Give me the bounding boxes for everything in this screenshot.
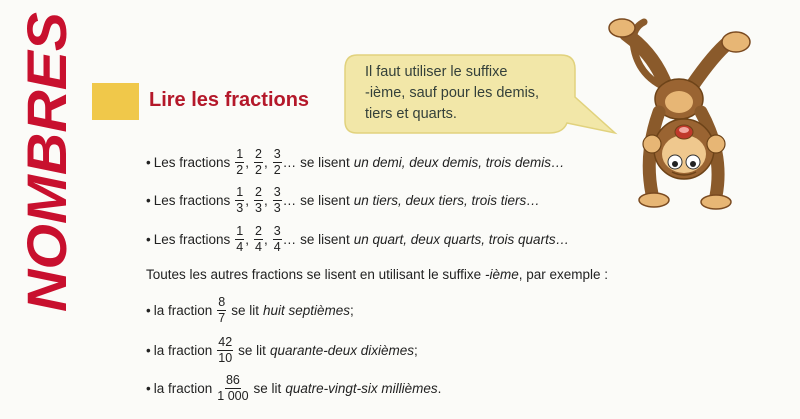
bubble-line-2: -ième, sauf pour les demis, xyxy=(365,85,540,101)
denominator: 4 xyxy=(236,240,244,254)
monkey-illustration xyxy=(604,4,774,214)
rule-paragraph xyxy=(146,267,608,282)
numerator: 2 xyxy=(255,185,262,199)
speech-bubble-text xyxy=(365,62,565,125)
numerator: 3 xyxy=(273,185,281,199)
example-end: ; xyxy=(350,303,354,318)
numerator: 86 xyxy=(225,373,240,387)
fraction-rule-thirds: • Les fractions $\frac{1}{3}$ , $\frac{2}{3}$ , $\frac{3}{3}$ … se lisent un tiers, deux tiers, trois tiers… xyxy=(146,185,540,215)
row-lead: Les fractions xyxy=(153,232,231,247)
fraction-rule-quarters: • Les fractions $\frac{1}{4}$ , $\frac{2}{4}$ , $\frac{3}{4}$ … se lisent un quart, deux quarts, trois quarts… xyxy=(146,224,570,254)
bubble-line-3: tiers et quarts. xyxy=(365,106,457,122)
row-reading: un tiers, deux tiers, trois tiers… xyxy=(353,193,540,208)
fraction xyxy=(254,186,263,215)
side-title-graphic xyxy=(0,0,90,320)
bullet: • xyxy=(146,193,151,208)
fraction xyxy=(273,225,282,254)
fraction xyxy=(235,225,244,254)
side-title-text: NOMBRES xyxy=(15,25,78,312)
example-eighty-six-thousandths xyxy=(146,374,441,403)
bullet: • xyxy=(146,155,151,170)
example-reading: quatre-vingt-six millièmes xyxy=(285,381,438,396)
example-lead: la fraction xyxy=(153,381,213,396)
fraction xyxy=(254,148,263,177)
example-forty-two-tenths xyxy=(146,336,418,365)
monkey-graphic xyxy=(604,4,774,214)
row-lead: Les fractions xyxy=(153,193,231,208)
numerator: 3 xyxy=(273,224,281,238)
fraction xyxy=(235,186,244,215)
example-reading: huit septièmes xyxy=(262,303,351,318)
denominator: 10 xyxy=(218,351,233,365)
numerator: 2 xyxy=(255,147,262,161)
row-reading: un quart, deux quarts, trois quarts… xyxy=(353,232,570,247)
fraction xyxy=(217,336,233,365)
example-mid: se lit xyxy=(238,343,266,358)
row-reading: un demi, deux demis, trois demis… xyxy=(353,155,565,170)
numerator: 1 xyxy=(236,185,244,199)
example-end: ; xyxy=(414,343,418,358)
bullet: • xyxy=(146,381,151,396)
fraction xyxy=(217,374,248,403)
numerator: 2 xyxy=(255,224,262,238)
example-eight-sevenths xyxy=(146,296,354,325)
denominator: 2 xyxy=(273,163,281,177)
denominator: 4 xyxy=(273,240,281,254)
section-title: Lire les fractions xyxy=(149,89,310,111)
denominator: 3 xyxy=(273,201,281,215)
example-end: . xyxy=(437,381,442,396)
bubble-line-1: Il faut utiliser le suffixe xyxy=(365,64,508,80)
numerator: 8 xyxy=(218,295,226,309)
row-lead: Les fractions xyxy=(153,155,231,170)
bullet: • xyxy=(146,303,151,318)
fraction xyxy=(254,225,263,254)
example-lead: la fraction xyxy=(153,343,213,358)
ellipsis: … xyxy=(282,232,297,247)
example-mid: se lit xyxy=(253,381,282,396)
numerator: 3 xyxy=(273,147,281,161)
fraction-rule-halves: • Les fractions $\frac{1}{2}$ , $\frac{2}{2}$ , $\frac{3}{2}$ … se lisent un demi, deux demis, trois demis… xyxy=(146,147,565,177)
numerator: 42 xyxy=(218,335,233,349)
ellipsis: … xyxy=(282,193,297,208)
denominator: 1 000 xyxy=(217,389,249,403)
fraction xyxy=(273,148,282,177)
bullet: • xyxy=(146,232,151,247)
numerator: 1 xyxy=(236,147,244,161)
denominator: 3 xyxy=(255,201,262,215)
denominator: 2 xyxy=(236,163,244,177)
fraction xyxy=(273,186,282,215)
denominator: 4 xyxy=(255,240,262,254)
example-mid: se lit xyxy=(231,303,259,318)
row-mid: se lisent xyxy=(300,232,350,247)
numerator: 1 xyxy=(236,224,244,238)
example-reading: quarante-deux dixièmes xyxy=(269,343,415,358)
denominator: 3 xyxy=(236,201,244,215)
denominator: 2 xyxy=(255,163,262,177)
speech-bubble xyxy=(343,53,618,139)
paragraph-suffix: -ième xyxy=(484,267,519,282)
paragraph-text: Toutes les autres fractions se lisent en utilisant le suffixe xyxy=(146,267,482,282)
heading-color-block xyxy=(92,83,139,120)
fraction xyxy=(217,296,226,325)
bullet: • xyxy=(146,343,151,358)
row-mid: se lisent xyxy=(300,193,350,208)
ellipsis: … xyxy=(282,155,297,170)
fraction xyxy=(235,148,244,177)
denominator: 7 xyxy=(218,311,226,325)
paragraph-end: , par exemple : xyxy=(518,267,609,282)
row-mid: se lisent xyxy=(300,155,350,170)
example-lead: la fraction xyxy=(153,303,213,318)
side-title xyxy=(0,0,90,320)
